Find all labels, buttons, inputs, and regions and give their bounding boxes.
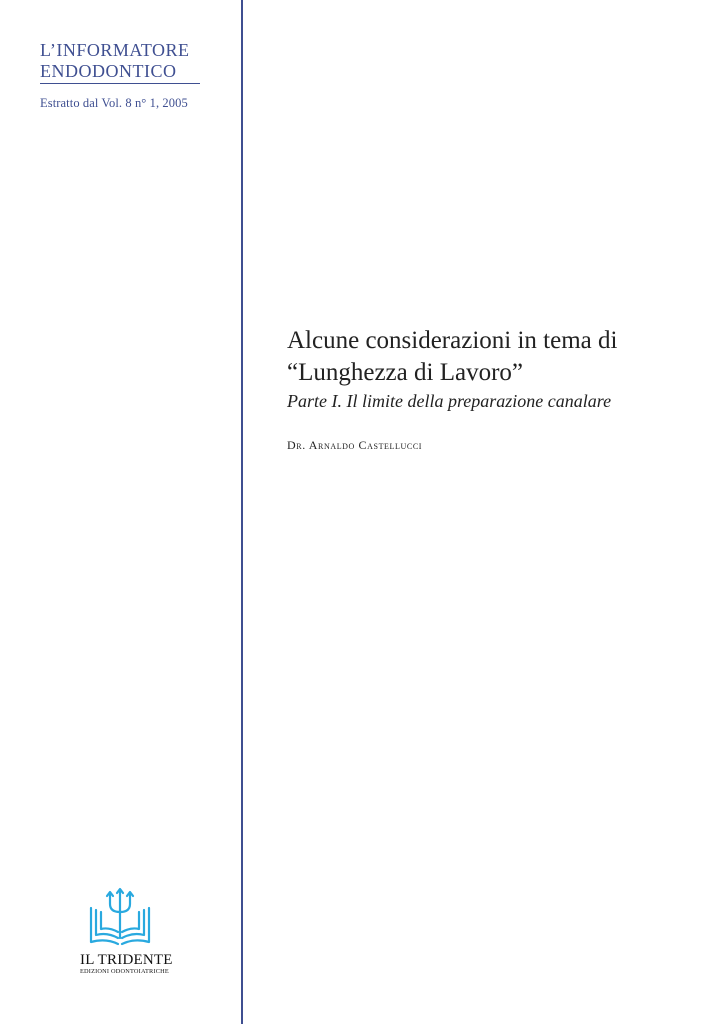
article-title-line1: Alcune considerazioni in tema di — [287, 327, 618, 354]
article-title — [287, 325, 707, 389]
trident-book-icon — [84, 886, 156, 950]
publisher-logo — [80, 886, 180, 975]
journal-name-line1: L’INFORMATORE — [40, 40, 190, 60]
article-subtitle: Parte I. Il limite della preparazione canalare — [287, 391, 612, 411]
vertical-divider — [241, 0, 243, 1024]
publisher-subtitle: EDIZIONI ODONTOIATRICHE — [80, 968, 169, 975]
publisher-name: IL TRIDENTE — [80, 952, 173, 968]
article-title-line2: “Lunghezza di Lavoro” — [287, 359, 523, 386]
journal-name-line2: ENDODONTICO — [40, 61, 177, 81]
journal-extract: Estratto dal Vol. 8 n° 1, 2005 — [40, 96, 188, 110]
journal-header — [40, 40, 202, 111]
journal-underline — [40, 83, 200, 84]
article-author: Dr. Arnaldo Castellucci — [287, 438, 423, 452]
article-title-block — [287, 325, 707, 453]
